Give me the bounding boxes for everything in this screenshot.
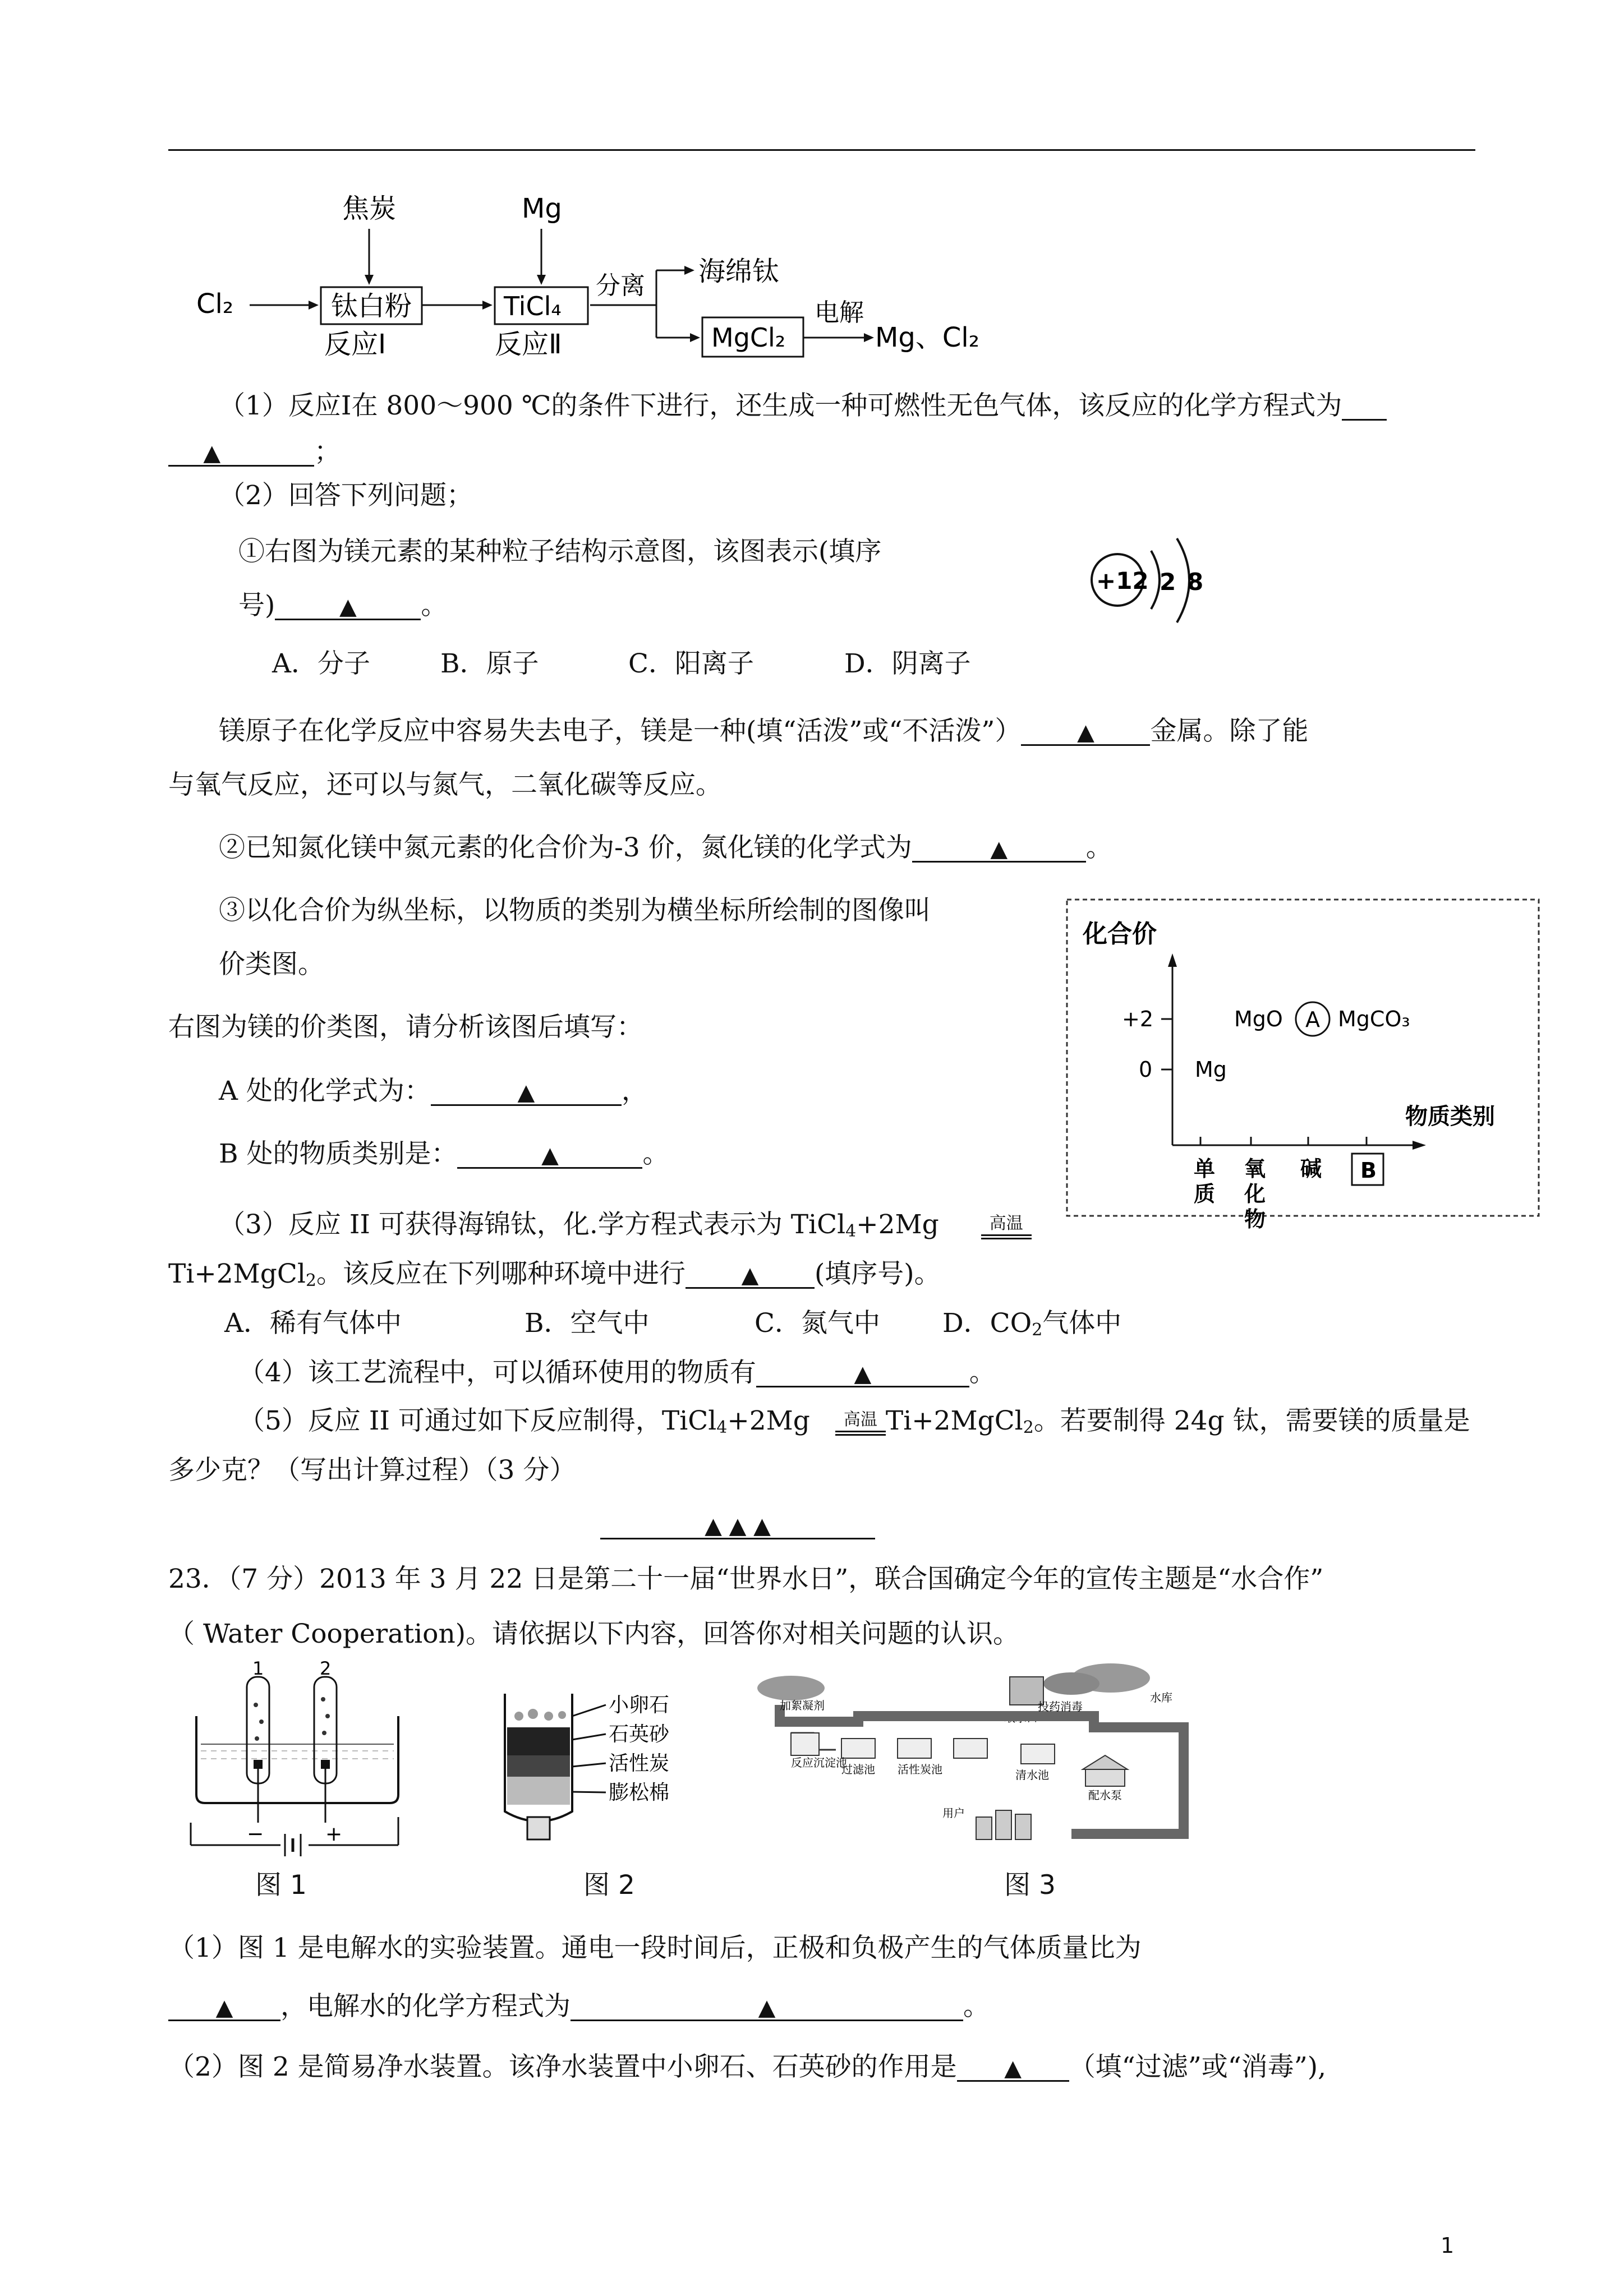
q5-condition: 高温	[835, 1412, 886, 1428]
q2-mg-line2: 与氧气反应，还可以与氮气，二氧化碳等反应。	[168, 769, 722, 800]
q1-blank-start	[1342, 393, 1387, 421]
q23-p1-line1: （1）图 1 是电解水的实验装置。通电一段时间后，正极和负极产生的气体质量比为	[168, 1933, 1142, 1963]
q3-option-a: A．稀有气体中	[224, 1308, 402, 1339]
q3-option-d: D．$CO_2$气体中	[942, 1308, 1122, 1340]
chart-cat-oxide-1: 氧	[1244, 1156, 1266, 1181]
flow-sponge-ti: 海绵钛	[698, 256, 780, 287]
chart-cat-oxide-3: 物	[1244, 1207, 1266, 1232]
fig3-reservoir: 水库	[1150, 1691, 1172, 1704]
q5-line2: 多少克？（写出计算过程）（3 分）	[168, 1455, 576, 1486]
flow-reaction1: 反应Ⅰ	[324, 329, 387, 360]
mg-ion-structure-diagram	[1083, 533, 1229, 645]
chart-cat-element-1: 单	[1194, 1156, 1216, 1181]
fig3-carbon: 活性炭池	[898, 1763, 942, 1776]
fig3-users: 用户	[942, 1806, 965, 1820]
q23-p1-blank1[interactable]: ▲	[168, 1993, 280, 2021]
q4-line: （4）该工艺流程中，可以循环使用的物质有 ▲ 。	[238, 1357, 996, 1388]
q1-answer-blank[interactable]: ▲	[168, 439, 314, 467]
fig1-minus-label: −	[247, 1823, 264, 1846]
structure-shell1: 2	[1160, 568, 1176, 596]
q3-blank[interactable]: ▲	[686, 1261, 815, 1289]
flow-electrolysis: 电解	[815, 298, 864, 327]
flow-coke: 焦炭	[342, 193, 397, 224]
fig2-layer-pebble: 小卵石	[609, 1694, 670, 1717]
flow-cl2: Cl₂	[196, 288, 234, 320]
q2-sub3-line3: 右图为镁的价类图，请分析该图后填写：	[168, 1012, 643, 1043]
q5-line1: （5）反应 II 可通过如下反应制得，TiCl$_4$+2Mg 高温 Ti+2MgCl$_2$。若要制得 24g 钛，需要镁的质量是	[238, 1405, 1470, 1437]
page-number: 1	[1441, 2233, 1455, 2258]
flow-mg: Mg	[522, 193, 562, 224]
q2-a-line: A 处的化学式为： ▲ ，	[219, 1076, 648, 1106]
flow-box1-label: 钛白粉	[331, 291, 412, 322]
q2-sub2-blank[interactable]: ▲	[912, 835, 1086, 863]
chart-ylabel: 化合价	[1083, 920, 1157, 948]
q2-option-d: D．阴离子	[844, 648, 971, 679]
chart-point-a: A	[1305, 1007, 1320, 1032]
structure-nucleus: +12	[1096, 567, 1149, 594]
fig2-layer-carbon: 活性炭	[609, 1752, 670, 1775]
q2-sub1-line1: ①右图为镁元素的某种粒子结构示意图，该图表示(填序	[238, 536, 882, 567]
flow-products: Mg、Cl₂	[875, 322, 979, 353]
figure1-caption: 图 1	[255, 1870, 307, 1901]
fig3-disinfect: 投药消毒	[1038, 1700, 1083, 1713]
q3-condition: 高温	[981, 1215, 1032, 1232]
fig1-plus-label: +	[325, 1823, 343, 1846]
flow-box3-label: MgCl₂	[711, 322, 786, 353]
fig1-tube1-label: 1	[252, 1658, 264, 1679]
fig3-clearwater: 清水池	[1015, 1768, 1049, 1782]
process-flowchart	[191, 191, 1004, 370]
figure3-water-treatment-plant	[757, 1654, 1195, 1856]
chart-point-mg: Mg	[1195, 1057, 1227, 1082]
q5-answer-blank[interactable]: ▲ ▲ ▲	[600, 1511, 875, 1539]
fig1-tube2-label: 2	[320, 1658, 332, 1679]
q2-option-c: C．阳离子	[628, 648, 754, 679]
q5-answer-line	[600, 1511, 875, 1539]
q2-sub1-blank[interactable]: ▲	[275, 592, 421, 620]
header-rule	[168, 149, 1475, 151]
q1-line2: ▲ ；	[168, 439, 341, 467]
q2-sub3-line1: ③以化合价为纵坐标，以物质的类别为横坐标所绘制的图像叫	[219, 895, 931, 926]
chart-tick-0: 0	[1139, 1057, 1153, 1082]
q2-mg-blank[interactable]: ▲	[1021, 718, 1150, 746]
chart-tick-plus2: +2	[1122, 1007, 1154, 1031]
flow-reaction2: 反应Ⅱ	[495, 329, 562, 360]
q2-sub3-line2: 价类图。	[219, 949, 324, 980]
q23-p1-blank2[interactable]: ▲	[571, 1993, 963, 2021]
q2-sub1-line2: 号) ▲ 。	[238, 590, 448, 621]
chart-xlabel: 物质类别	[1405, 1104, 1495, 1129]
structure-shell2: 8	[1187, 568, 1204, 596]
fig2-layer-sand: 石英砂	[609, 1723, 670, 1746]
q3-option-c: C．氮气中	[755, 1308, 880, 1339]
q23-line1: 23．（7 分）2013 年 3 月 22 日是第二十一届“世界水日”，联合国确定今年的宣传主题是“水合作”	[168, 1564, 1324, 1594]
figure2-caption: 图 2	[583, 1870, 635, 1901]
q2-a-blank[interactable]: ▲	[431, 1078, 622, 1106]
fig3-flocculant: 加絮凝剂	[780, 1699, 825, 1712]
figure1-electrolysis-apparatus	[191, 1660, 404, 1862]
q3-option-b: B．空气中	[525, 1308, 650, 1339]
q2-sub2: ②已知氮化镁中氮元素的化合价为-3 价，氮化镁的化学式为 ▲ 。	[219, 832, 1112, 863]
flow-box2-label: TiCl₄	[504, 291, 562, 321]
chart-point-b: B	[1360, 1158, 1377, 1183]
q23-p2-line: （2）图 2 是简易净水装置。该净水装置中小卵石、石英砂的作用是 ▲ （填“过滤”或“消毒”),	[168, 2051, 1327, 2082]
q23-p2-blank[interactable]: ▲	[957, 2054, 1069, 2082]
chart-cat-oxide-2: 化	[1244, 1182, 1266, 1206]
q1-line1: （1）反应Ⅰ在 800～900 ℃的条件下进行，还生成一种可燃性无色气体，该反应的化学方程式为	[219, 393, 1387, 421]
q2-option-a: A．分子	[272, 648, 370, 679]
figure2-water-filter	[494, 1677, 729, 1862]
q2-title: （2）回答下列问题；	[219, 480, 473, 511]
fig3-pump: 配水泵	[1088, 1788, 1122, 1802]
chart-cat-element-2: 质	[1194, 1182, 1216, 1206]
chart-cat-base: 碱	[1300, 1156, 1322, 1181]
q2-option-b: B．原子	[440, 648, 539, 679]
q4-blank[interactable]: ▲	[756, 1359, 969, 1387]
fig3-filter: 过滤池	[841, 1763, 875, 1776]
q23-line2: （ Water Cooperation)。请依据以下内容，回答你对相关问题的认识。	[168, 1619, 1020, 1649]
q2-b-line: B 处的物质类别是： ▲ 。	[219, 1138, 669, 1169]
chart-point-mgco3: MgCO₃	[1338, 1007, 1410, 1031]
q2-mg-line1: 镁原子在化学反应中容易失去电子，镁是一种(填“活泼”或“不活泼”） ▲ 金属。除了能	[219, 716, 1309, 746]
valence-category-chart	[1066, 898, 1540, 1232]
figure3-caption: 图 3	[1004, 1870, 1056, 1901]
q3-line1: （3）反应 II 可获得海锦钛，化.学方程式表示为 TiCl$_4$+2Mg 高温	[219, 1211, 1032, 1240]
flow-separate: 分离	[596, 271, 645, 300]
fig3-intake: 取水口	[1004, 1711, 1038, 1725]
fig2-layer-cotton: 膨松棉	[609, 1781, 670, 1804]
q23-p1-line2: ▲ ，电解水的化学方程式为 ▲ 。	[168, 1993, 990, 2021]
q3-line2: Ti+2MgCl$_2$。该反应在下列哪种环境中进行 ▲ (填序号)。	[168, 1258, 941, 1290]
fig3-sedimentation: 反应沉淀池	[791, 1756, 847, 1769]
chart-point-mgo: MgO	[1234, 1007, 1283, 1031]
q2-b-blank[interactable]: ▲	[457, 1141, 642, 1169]
